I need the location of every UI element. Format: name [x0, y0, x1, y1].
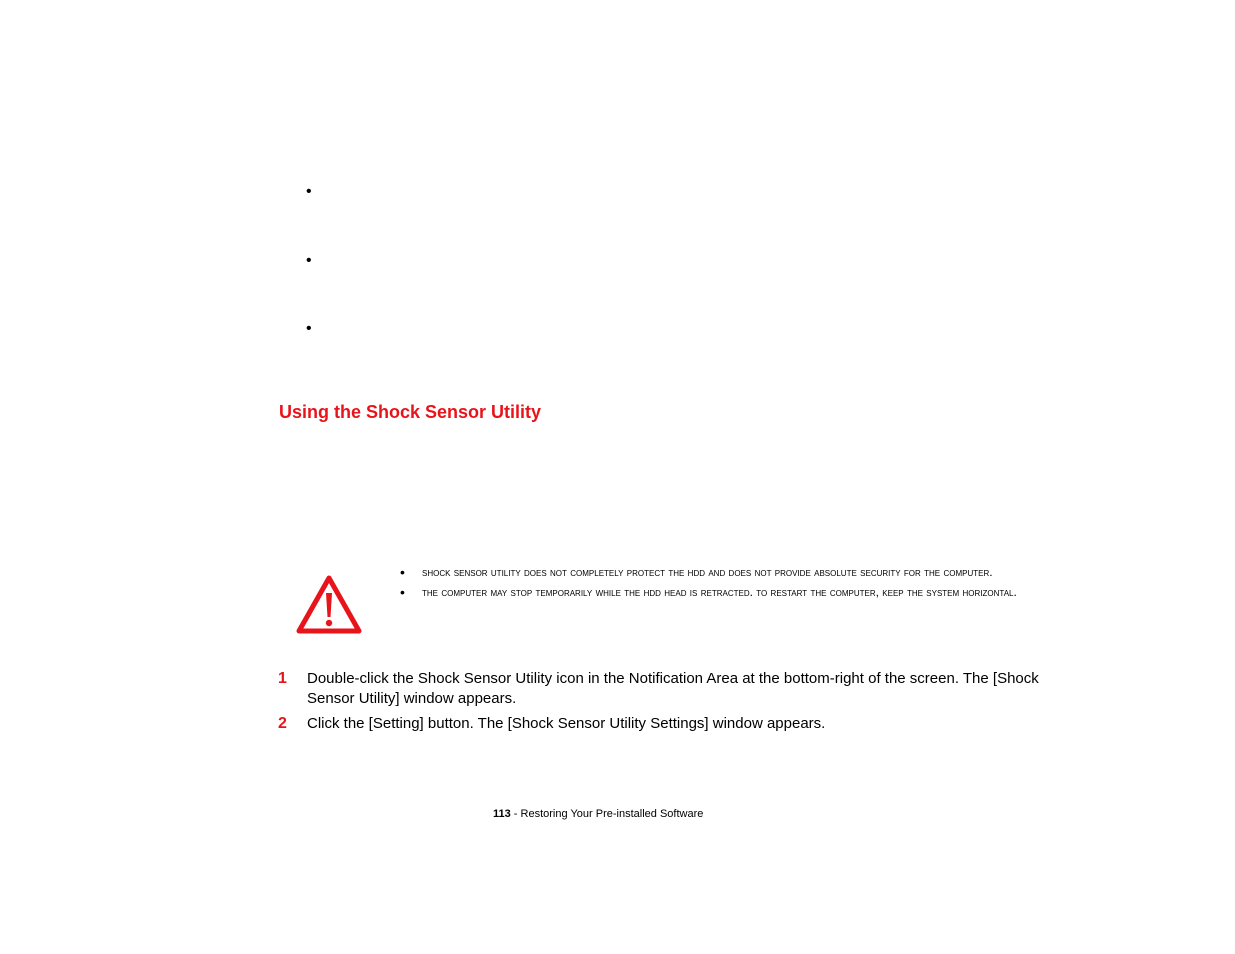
caution-text: the computer may stop temporarily while the hdd head is retracted. to restart the computer, keep the system horizontal.: [422, 585, 1017, 599]
page-number: 113: [493, 808, 511, 820]
steps-list: [278, 669, 1068, 739]
empty-bullet-1: •: [306, 183, 312, 200]
page-footer: [493, 807, 703, 821]
empty-bullet-2: •: [306, 252, 312, 269]
step-text: Double-click the Shock Sensor Utility icon in the Notification Area at the bottom-right of the screen. The [Shock Sensor Utility] window appears.: [307, 670, 1039, 707]
step-number: 1: [278, 670, 287, 687]
caution-text: shock sensor utility does not completely protect the hdd and does not provide absolute security for the computer.: [422, 565, 993, 579]
step-number: 2: [278, 715, 287, 732]
caution-item: [400, 583, 1060, 601]
caution-list: [400, 563, 1060, 603]
step-item: [278, 669, 1068, 709]
step-text: Click the [Setting] button. The [Shock Sensor Utility Settings] window appears.: [307, 715, 826, 732]
bullet-dot: •: [400, 564, 405, 580]
warning-icon: [295, 573, 363, 635]
footer-separator: -: [510, 808, 521, 820]
caution-item: [400, 563, 1060, 581]
empty-bullet-3: •: [306, 320, 312, 337]
footer-section: Restoring Your Pre-installed Software: [520, 808, 704, 820]
section-heading: Using the Shock Sensor Utility: [279, 402, 542, 422]
bullet-dot: •: [400, 584, 405, 600]
step-item: [278, 714, 1068, 734]
